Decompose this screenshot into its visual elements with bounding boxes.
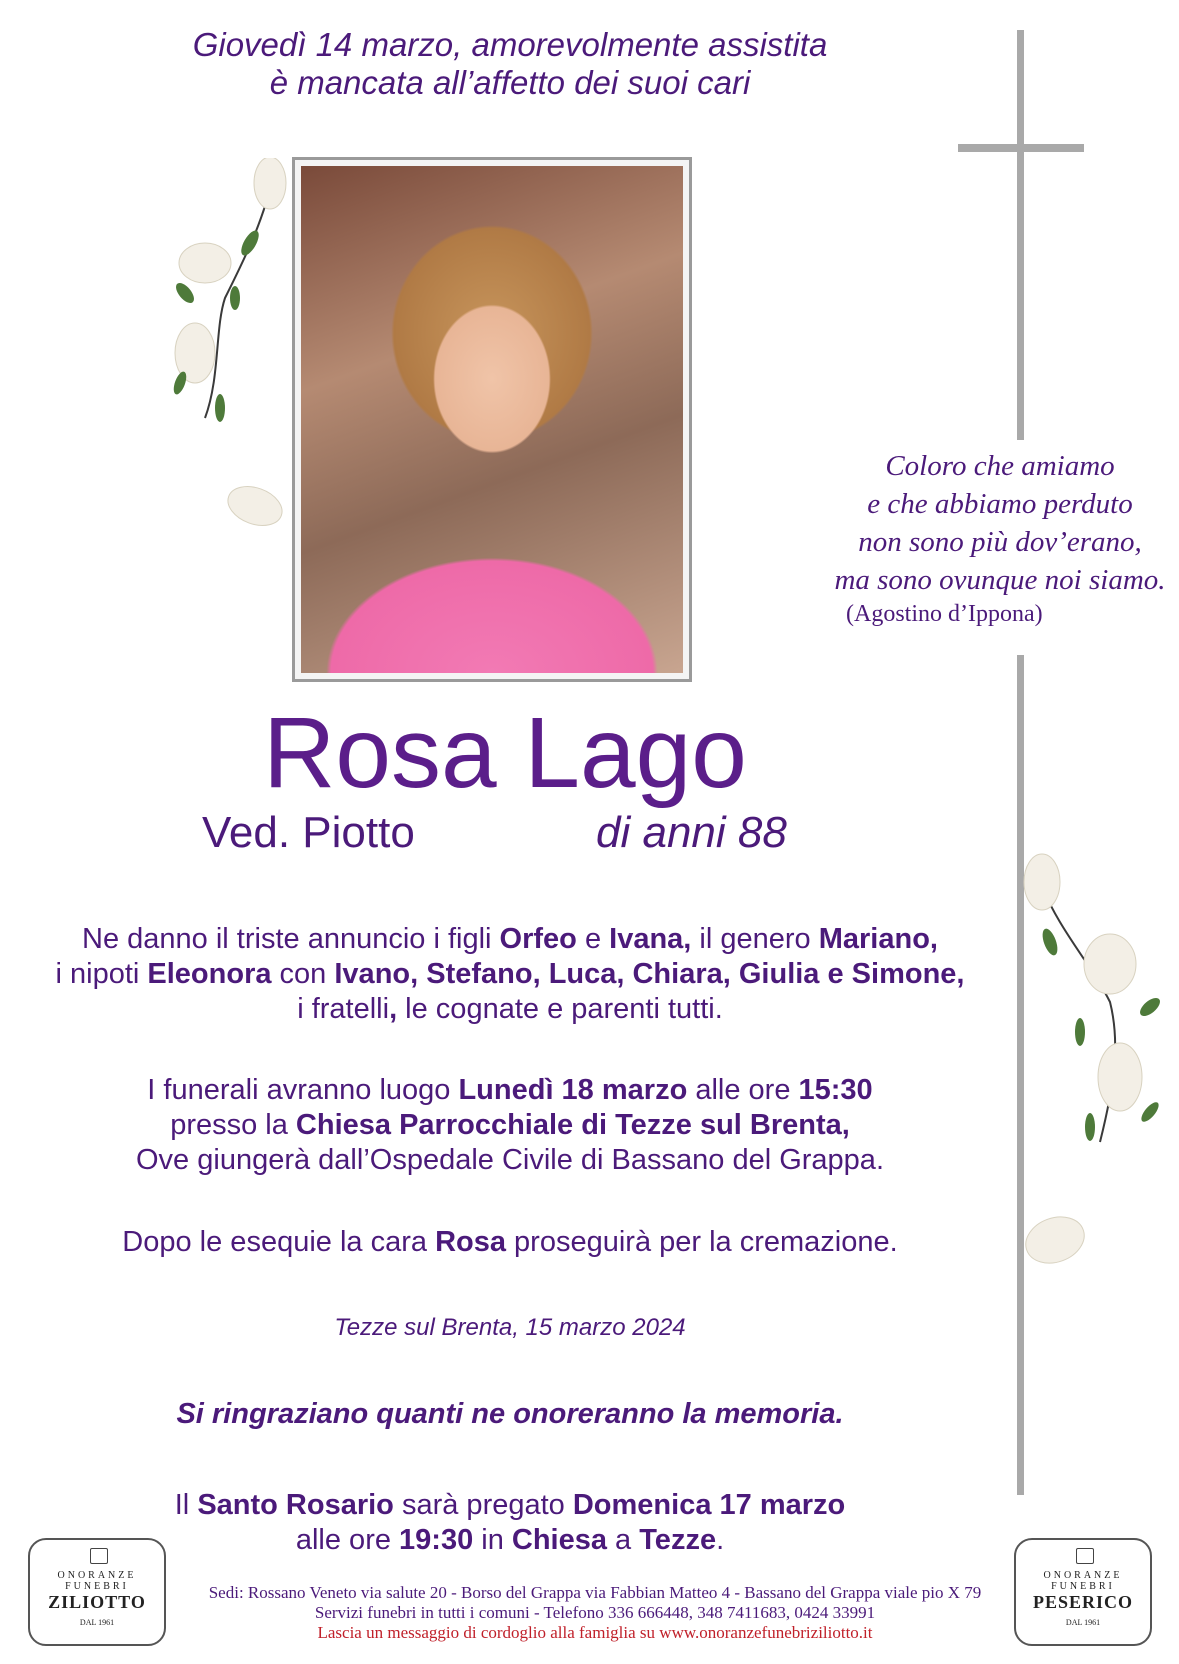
logo-mid-text: FUNEBRI [65, 1581, 129, 1592]
son-in-law-name: Mariano, [818, 923, 938, 955]
quote-block [830, 447, 1170, 629]
text: a [607, 1524, 640, 1556]
text: il genero [691, 923, 819, 955]
text: Ne danno il triste annuncio i figli [82, 923, 500, 955]
text: Dopo le esequie la cara [122, 1226, 436, 1258]
book-icon [90, 1548, 108, 1564]
widow-of: Ved. Piotto [202, 808, 415, 857]
cross-vertical-top [1017, 30, 1024, 440]
child-name: Ivana, [609, 923, 692, 955]
logo-top-text: ONORANZE [57, 1570, 137, 1581]
text: alle ore [687, 1074, 799, 1106]
announcement-line-2 [0, 957, 1020, 992]
grandchildren-names: Ivano, Stefano, Luca, Chiara, Giulia e Simone, [334, 958, 965, 990]
text: Il [174, 1489, 198, 1521]
text: . [716, 1524, 725, 1556]
quote-line-2: e che abbiamo perduto [867, 488, 1133, 520]
announcement-line-3 [0, 992, 1020, 1027]
funeral-date: Lunedì 18 marzo [458, 1074, 688, 1106]
quote-line-4: ma sono ovunque noi siamo. [834, 564, 1166, 596]
rosary-date: Domenica 17 marzo [572, 1489, 846, 1521]
cremation-line [0, 1225, 1020, 1260]
intro-line-1: Giovedì 14 marzo, amorevolmente assistita [192, 26, 828, 63]
logo-since: DAL 1961 [1065, 1618, 1101, 1627]
funeral-line-3: Ove giungerà dall’Ospedale Civile di Bassano del Grappa. [136, 1144, 884, 1176]
logo-name: PESERICO [1032, 1592, 1134, 1612]
quote-line-3: non sono più dov’erano, [858, 526, 1142, 558]
text: alle ore [295, 1524, 400, 1556]
funeral-line-1 [0, 1073, 1020, 1108]
deceased-name: Rosa Lago [263, 697, 747, 809]
rosary-time: 19:30 [399, 1524, 474, 1556]
place-date: Tezze sul Brenta, 15 marzo 2024 [334, 1314, 686, 1341]
rosary-place: Chiesa [511, 1524, 607, 1556]
text: con [271, 958, 335, 990]
rosary-town: Tezze [639, 1524, 717, 1556]
quote-line-1: Coloro che amiamo [885, 450, 1115, 482]
text: e [576, 923, 610, 955]
magnolia-branch-left-icon [165, 158, 295, 538]
quote-author: (Agostino d’Ippona) [846, 601, 1043, 627]
announcement-paragraph [0, 922, 1020, 1027]
text: I funerali avranno luogo [147, 1074, 459, 1106]
thanks-line: Si ringraziano quanti ne onoreranno la memoria. [176, 1398, 844, 1430]
grandchild-name: Eleonora [147, 958, 272, 990]
text: presso la [170, 1109, 296, 1141]
child-name: Orfeo [499, 923, 577, 955]
logo-top-text: ONORANZE [1043, 1570, 1123, 1581]
footer-condolence-link[interactable]: Lascia un messaggio di cordoglio alla famiglia su www.onoranzefunebriziliotto.it [317, 1623, 873, 1642]
deceased-first-name: Rosa [435, 1226, 506, 1258]
cross-horizontal [958, 144, 1084, 152]
text: i fratelli [297, 993, 390, 1025]
funeral-time: 15:30 [798, 1074, 873, 1106]
ziliotto-logo [28, 1538, 166, 1646]
intro-line-2: è mancata all’affetto dei suoi cari [269, 64, 751, 101]
magnolia-branch-right-icon [1020, 852, 1170, 1272]
logo-name: ZILIOTTO [48, 1592, 146, 1612]
book-icon [1076, 1548, 1094, 1564]
footer [150, 1583, 1040, 1643]
funeral-line-2 [0, 1108, 1020, 1143]
portrait-photo [301, 166, 683, 673]
intro-text [120, 26, 900, 102]
footer-contacts: Servizi funebri in tutti i comuni - Telefono 336 666448, 348 7411683, 0424 33991 [314, 1603, 876, 1622]
footer-locations: Sedi: Rossano Veneto via salute 20 - Borso del Grappa via Fabbian Matteo 4 - Bassano del Grappa viale pio X 79 [208, 1583, 982, 1602]
text: sarà pregato [393, 1489, 573, 1521]
text: i nipoti [55, 958, 148, 990]
portrait-frame [292, 157, 692, 682]
text: in [473, 1524, 512, 1556]
age: di anni 88 [596, 808, 787, 857]
text: le cognate e parenti tutti. [397, 993, 723, 1025]
rosary-title: Santo Rosario [197, 1489, 394, 1521]
text: proseguirà per la cremazione. [505, 1226, 898, 1258]
funeral-paragraph [0, 1073, 1020, 1178]
logo-mid-text: FUNEBRI [1051, 1581, 1115, 1592]
rosary-line-1 [0, 1488, 1020, 1523]
announcement-line-1 [0, 922, 1020, 957]
logo-since: DAL 1961 [79, 1618, 115, 1627]
comma: , [389, 993, 398, 1025]
funeral-church: Chiesa Parrocchiale di Tezze sul Brenta, [295, 1109, 850, 1141]
